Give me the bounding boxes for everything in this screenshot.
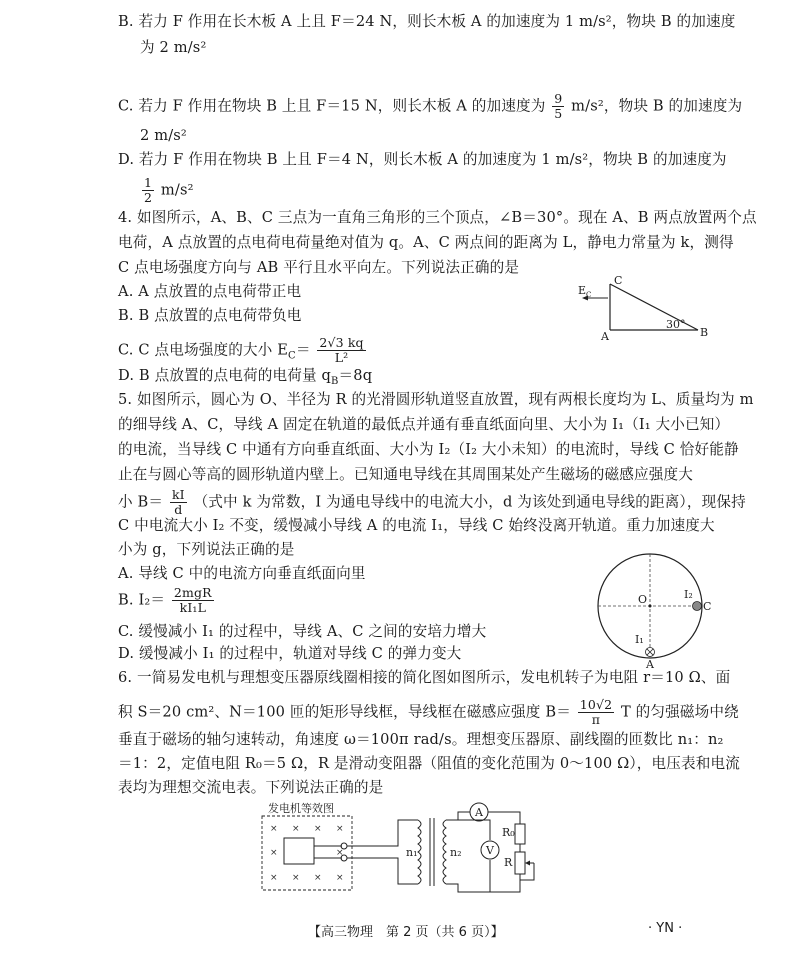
circuit-figure: [258, 800, 558, 898]
label-i1: I₁: [635, 633, 644, 646]
svg-text:×: ×: [336, 848, 344, 858]
fraction: $\frac{2√3 kq}{\text{L²}}$: [319, 335, 364, 365]
secondary-wires-bottom: [446, 874, 520, 892]
q6-stem-line5: 表均为理想交流电表。下列说法正确的是: [118, 779, 384, 796]
fraction: $\frac{9}{5}$: [554, 91, 563, 121]
arrowhead-icon: [525, 861, 530, 866]
rheostat-icon: [515, 852, 525, 874]
label-o: O: [638, 593, 648, 606]
q4-stem-line3: C 点电场强度方向与 AB 平行且水平向左。下列说法正确的是: [118, 259, 520, 276]
svg-text:×: ×: [270, 848, 278, 858]
svg-text:×: ×: [336, 873, 344, 883]
q4-option-a: A. A 点放置的点电荷带正电: [118, 283, 302, 300]
svg-text:×: ×: [292, 824, 300, 834]
label-b: B: [700, 326, 709, 339]
label-r0: R₀: [502, 826, 515, 839]
q3-option-b-line1: B. 若力 F 作用在长木板 A 上且 F＝24 N，则长木板 A 的加速度为 1 m/s²，物块 B 的加速度: [118, 13, 736, 30]
q5-option-a: A. 导线 C 中的电流方向垂直纸面向里: [118, 565, 366, 582]
label-ammeter: A: [475, 806, 483, 819]
q5-stem-line4: 止在与圆心等高的圆形轨道内壁上。已知通电导线在其周围某处产生磁场的磁感应强度大: [118, 466, 694, 483]
fraction: $\frac{kI}{d}$: [171, 487, 185, 517]
q6-stem-line1: 6. 一简易发电机与理想变压器原线圈相接的简化图如图所示，发电机转子为电阻 r＝10 Ω、面: [118, 669, 731, 686]
q3-option-d-line2: $\frac{1}{2}$ m/s²: [144, 175, 194, 205]
label-r: R: [504, 856, 513, 869]
q5-stem-line3: 的电流，当导线 C 中通有方向垂直纸面、大小为 I₂（I₂ 大小未知）的电流时，导线 C 恰好能静: [118, 441, 739, 458]
footer-code: · YN ·: [648, 921, 683, 936]
q3-option-c-line1: C. 若力 F 作用在物块 B 上且 F＝15 N，则长木板 A 的加速度为 $\frac{9}{5}$ m/s²，物块 B 的加速度为: [118, 91, 743, 121]
q6-stem-line2: 积 S＝20 cm²、N＝100 匝的矩形导线框，导线框在磁感应强度 B＝ $\frac{10√2}{\pi}$ T 的匀强磁场中绕: [118, 697, 739, 727]
svg-text:×: ×: [270, 824, 278, 834]
fraction: $\frac{10√2}{\pi}$: [579, 697, 613, 727]
label-a: A: [601, 330, 609, 343]
secondary-coil: [443, 820, 446, 884]
q4-stem-line2: 电荷，A 点放置的点电荷电荷量绝对值为 q。A、C 两点间的距离为 L，静电力常量为 k，测得: [118, 234, 734, 251]
page-footer: 【高三物理 第 2 页（共 6 页）】: [308, 925, 504, 940]
label-e: $E_C$: [578, 284, 592, 299]
label-a: A: [646, 658, 654, 671]
q5-stem-line7: 小为 g，下列说法正确的是: [118, 541, 295, 558]
circle-track-figure: [590, 550, 710, 670]
label-n2: n₂: [450, 846, 462, 859]
field-crosses: [270, 824, 344, 883]
q5-option-c: C. 缓慢减小 I₁ 的过程中，导线 A、C 之间的安培力增大: [118, 623, 487, 640]
svg-text:×: ×: [314, 824, 322, 834]
q3-option-b-line2: 为 2 m/s²: [140, 39, 207, 56]
coil-frame: [284, 838, 314, 864]
resistor-r0-icon: [515, 824, 525, 844]
generator-title: 发电机等效图: [268, 802, 334, 815]
q6-stem-line4: ＝1：2，定值电阻 R₀＝5 Ω，R 是滑动变阻器（阻值的变化范围为 0～100 Ω），电压表和电流: [118, 755, 741, 772]
label-i2: I₂: [684, 588, 693, 601]
svg-text:×: ×: [314, 873, 322, 883]
q5-option-d: D. 缓慢减小 I₁ 的过程中，轨道对导线 C 的弹力变大: [118, 645, 462, 662]
q4-option-c: C. C 点电场强度的大小 $E_C=$ $\frac{2√3 kq}{\text{L²}}$: [118, 335, 364, 365]
label-voltmeter: V: [486, 844, 494, 857]
label-angle: 30°: [666, 318, 686, 331]
q5-stem-line2: 的细导线 A、C，导线 A 固定在轨道的最低点并通有垂直纸面向里、大小为 I₁（I₁ 大小已知）: [118, 416, 730, 433]
label-c: C: [703, 600, 712, 613]
triangle-figure: [570, 272, 710, 342]
q5-stem-line5: 小 B＝ $\frac{kI}{d}$ （式中 k 为常数，I 为通电导线中的电流大小，d 为该处到通电导线的距离），现保持: [118, 487, 746, 517]
q4-option-b: B. B 点放置的点电荷带负电: [118, 307, 302, 324]
q5-option-b: B. I₂＝ $\frac{\text{2mgR}}{\text{kI₁L}}$: [118, 585, 212, 615]
label-n1: n₁: [406, 846, 418, 859]
wire-c-icon: [693, 602, 702, 611]
q4-stem-line1: 4. 如图所示，A、B、C 三点为一直角三角形的三个顶点，∠B＝30°。现在 A、B 两点放置两个点: [118, 209, 757, 226]
fraction: $\frac{\text{2mgR}}{\text{kI₁L}}$: [173, 585, 212, 615]
fraction: $\frac{1}{2}$: [144, 175, 153, 205]
q6-stem-line3: 垂直于磁场的轴匀速转动，角速度 ω＝100π rad/s。理想变压器原、副线圈的匝数比 n₁：n₂: [118, 731, 724, 748]
svg-text:×: ×: [292, 873, 300, 883]
q5-stem-line1: 5. 如图所示，圆心为 O、半径为 R 的光滑圆形轨道竖直放置，现有两根长度均为 L、质量均为 m: [118, 391, 754, 408]
q5-stem-line6: C 中电流大小 I₂ 不变，缓慢减小导线 A 的电流 I₁，导线 C 始终没离开轨道。重力加速度大: [118, 517, 715, 534]
label-c: C: [614, 274, 623, 287]
q4-option-d: D. B 点放置的点电荷的电荷量 $q_B=8q$: [118, 367, 373, 387]
q3-option-d-line1: D. 若力 F 作用在物块 B 上且 F＝4 N，则长木板 A 的加速度为 1 m/s²，物块 B 的加速度为: [118, 151, 727, 168]
svg-text:×: ×: [336, 824, 344, 834]
q3-option-c-line2: 2 m/s²: [140, 127, 187, 144]
primary-coil: [418, 820, 421, 884]
svg-text:×: ×: [270, 873, 278, 883]
center-dot: [649, 605, 652, 608]
